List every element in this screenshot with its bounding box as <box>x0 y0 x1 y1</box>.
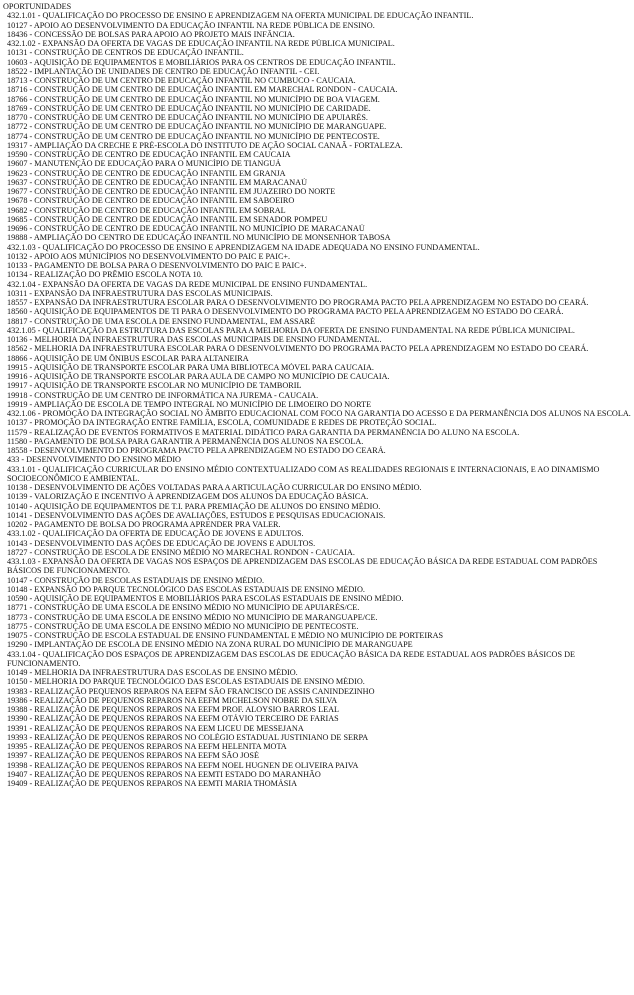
list-item: 19917 - AQUISIÇÃO DE TRANSPORTE ESCOLAR NO MUNICÍPIO DE TAMBORIL <box>7 381 302 391</box>
document-heading: OPORTUNIDADES <box>3 2 72 11</box>
list-item: 19397 - REALIZAÇÃO DE PEQUENOS REPAROS NA EEFM SÃO JOSÉ <box>7 751 259 761</box>
list-item: 10136 - MELHORIA DA INFRAESTRUTURA DAS ESCOLAS MUNICIPAIS DE ENSINO FUNDAMENTAL. <box>7 335 382 344</box>
list-item: 10140 - AQUISIÇÃO DE EQUIPAMENTOS DE T.I. PARA PREMIAÇÃO DE ALUNOS DO ENSINO MÉDIO. <box>7 501 381 511</box>
list-item: 18562 - MELHORIA DA INFRAESTRUTURA ESCOLAR PARA O DESENVOLVIMENTO DO PROGRAMA PACTO PELA APRENDIZAGEM NO ESTADO DO CEARÁ. <box>7 344 589 354</box>
list-item: 433.1.03 - EXPANSÃO DA OFERTA DE VAGAS NOS ESPAÇOS DE APRENDIZAGEM DAS ESCOLAS DE EDUCAÇÃO BÁSICA DA REDE ESTADUAL COM PADRÕES BÁSICOS DE FUNCIONAMENTO. <box>7 557 598 576</box>
list-item: 19685 - CONSTRUÇÃO DE CENTRO DE EDUCAÇÃO INFANTIL EM SENADOR POMPEU <box>7 214 328 224</box>
list-item: 18866 - AQUISIÇÃO DE UM ÔNIBUS ESCOLAR PARA ALTANEIRA <box>7 353 249 363</box>
list-item: 432.1.05 - QUALIFICAÇÃO DA ESTRUTURA DAS ESCOLAS PARA A MELHORIA DA OFERTA DE ENSINO FUNDAMENTAL NA REDE PÚBLICA MUNICIPAL. <box>7 325 575 335</box>
list-item: 18716 - CONSTRUÇÃO DE UM CENTRO DE EDUCAÇÃO INFANTIL EM MARECHAL RONDON - CAUCAIA. <box>7 85 398 95</box>
list-item: 10149 - MELHORIA DA INFRAESTRUTURA DAS ESCOLAS DE ENSINO MÉDIO. <box>7 668 298 677</box>
list-item: 432.1.02 - EXPANSÃO DA OFERTA DE VAGAS DE EDUCAÇÃO INFANTIL NA REDE PÚBLICA MUNICIPAL. <box>7 39 395 48</box>
list-item: 11580 - PAGAMENTO DE BOLSA PARA GARANTIR A PERMANÊNCIA DOS ALUNOS NA ESCOLA. <box>7 436 364 446</box>
list-item: 433.1.04 - QUALIFICAÇÃO DOS ESPAÇOS DE APRENDIZAGEM DAS ESCOLAS DE EDUCAÇÃO BÁSICA DA REDE ESTADUAL AOS PADRÕES BÁSICOS DE FUNCIONAMENTO. <box>7 649 575 668</box>
list-item: 18769 - CONSTRUÇÃO DE UM CENTRO DE EDUCAÇÃO INFANTIL NO MUNICÍPIO DE CARIDADE. <box>7 103 371 113</box>
list-item: 10139 - VALORIZAÇÃO E INCENTIVO À APRENDIZAGEM DOS ALUNOS DA EDUCAÇÃO BÁSICA. <box>7 492 369 502</box>
list-item: 19637 - CONSTRUÇÃO DE CENTRO DE EDUCAÇÃO INFANTIL EM MARACANAÚ <box>7 177 307 187</box>
list-item: 18560 - AQUISIÇÃO DE EQUIPAMENTOS DE TI PARA O DESENVOLVIMENTO DO PROGRAMA PACTO PELA APRENDIZAGEM NO ESTADO DO CEARÁ. <box>7 307 564 317</box>
list-item: 10133 - PAGAMENTO DE BOLSA PARA O DESENVOLVIMENTO DO PAIC E PAIC+. <box>7 261 307 270</box>
list-item: 19393 - REALIZAÇÃO DE PEQUENOS REPAROS NO COLÉGIO ESTADUAL JUSTINIANO DE SERPA <box>7 732 369 742</box>
list-item: 18770 - CONSTRUÇÃO DE UM CENTRO DE EDUCAÇÃO INFANTIL NO MUNICÍPIO DE APUIARÉS. <box>7 113 368 122</box>
list-item: 10148 - EXPANSÃO DO PARQUE TECNOLÓGICO DAS ESCOLAS ESTADUAIS DE ENSINO MÉDIO. <box>7 584 365 594</box>
list-item: 10134 - REALIZAÇÃO DO PRÊMIO ESCOLA NOTA 10. <box>7 270 203 280</box>
list-item: 19075 - CONSTRUÇÃO DE ESCOLA ESTADUAL DE ENSINO FUNDAMENTAL E MÉDIO NO MUNICÍPIO DE PORTEIRAS <box>7 631 444 640</box>
list-item: 10202 - PAGAMENTO DE BOLSA DO PROGRAMA APRENDER PRA VALER. <box>7 520 281 529</box>
list-item: 19919 - AMPLIAÇÃO DE ESCOLA DE TEMPO INTEGRAL NO MUNICÍPIO DE LIMOEIRO DO NORTE <box>7 399 372 409</box>
list-item: 19696 - CONSTRUÇÃO DE CENTRO DE EDUCAÇÃO INFANTIL NO MUNICÍPIO DE MARACANAÚ <box>7 224 365 233</box>
list-item: 18558 - DESENVOLVIMENTO DO PROGRAMA PACTO PELA APRENDIZAGEM NO ESTADO DO CEARÁ. <box>7 446 386 455</box>
list-item: 18436 - CONCESSÃO DE BOLSAS PARA APOIO AO PROJETO MAIS INFÂNCIA. <box>7 29 295 39</box>
list-item: 19607 - MANUTENÇÃO DE EDUCAÇÃO PARA O MUNICÍPIO DE TIANGUÁ <box>7 159 282 169</box>
list-item: 433 - DESENVOLVIMENTO DO ENSINO MÉDIO <box>7 455 181 465</box>
list-item: 11579 - REALIZAÇÃO DE EVENTOS FORMATIVOS E MATERIAL DIDÁTICO PARA GARANTIA DA PERMANÊNCIA DO ALUNO NA ESCOLA. <box>7 427 520 437</box>
list-item: 19317 - AMPLIAÇÃO DA CRECHE E PRÉ-ESCOLA DO INSTITUTO DE AÇÃO SOCIAL CANAÃ - FORTALEZA. <box>7 140 403 150</box>
list-item: 10132 - APOIO AOS MUNICÍPIOS NO DESENVOLVIMENTO DO PAIC E PAIC+. <box>7 251 291 261</box>
list-item: 432.1.06 - PROMOÇÃO DA INTEGRAÇÃO SOCIAL NO ÂMBITO EDUCACIONAL COM FOCO NA GARANTIA DO ACESSO E DA PERMANÊNCIA DOS ALUNOS NA ESCOLA. <box>7 409 631 418</box>
list-item: 19398 - REALIZAÇÃO DE PEQUENOS REPAROS NA EEFM NOEL HUGNEN DE OLIVEIRA PAIVA <box>7 760 359 770</box>
list-item: 19677 - CONSTRUÇÃO DE CENTRO DE EDUCAÇÃO INFANTIL EM JUAZEIRO DO NORTE <box>7 187 336 196</box>
list-item: 19388 - REALIZAÇÃO DE PEQUENOS REPAROS NA EEFM PROF. ALOYSIO BARROS LEAL <box>7 705 340 714</box>
document-page <box>3 2 633 788</box>
list-item: 18522 - IMPLANTAÇÃO DE UNIDADES DE CENTRO DE EDUCAÇÃO INFANTIL - CEI. <box>7 66 320 76</box>
list-item: 19916 - AQUISIÇÃO DE TRANSPORTE ESCOLAR PARA AULA DE CAMPO NO MUNICÍPIO DE CAUCAIA. <box>7 372 390 381</box>
list-item: 19682 - CONSTRUÇÃO DE CENTRO DE EDUCAÇÃO INFANTIL EM SOBRAL <box>7 205 286 215</box>
list-item: 18773 - CONSTRUÇÃO DE UMA ESCOLA DE ENSINO MÉDIO NO MUNICÍPIO DE MARANGUAPE/CE. <box>7 612 378 622</box>
list-item: 18774 - CONSTRUÇÃO DE UM CENTRO DE EDUCAÇÃO INFANTIL NO MUNICÍPIO DE PENTECOSTE. <box>7 131 380 141</box>
list-item: 10311 - EXPANSÃO DA INFRAESTRUTURA DAS ESCOLAS MUNICIPAIS. <box>7 288 273 298</box>
list-item: 19390 - REALIZAÇÃO DE PEQUENOS REPAROS NA EEFM OTÁVIO TERCEIRO DE FARIAS <box>7 714 339 724</box>
item-list <box>3 11 633 788</box>
list-item: 18727 - CONSTRUÇÃO DE ESCOLA DE ENSINO MÉDIO NO MARECHAL RONDON - CAUCAIA. <box>7 547 355 557</box>
list-item: 19918 - CONSTRUÇÃO DE UM CENTRO DE INFORMÁTICA NA JUREMA - CAUCAIA. <box>7 390 319 400</box>
list-item: 19678 - CONSTRUÇÃO DE CENTRO DE EDUCAÇÃO INFANTIL EM SABOEIRO <box>7 196 295 206</box>
list-item: 10590 - AQUISIÇÃO DE EQUIPAMENTOS E MOBILIÁRIOS PARA ESCOLAS ESTADUAIS DE ENSINO MÉDIO. <box>7 594 404 603</box>
list-item: 433.1.01 - QUALIFICAÇÃO CURRICULAR DO ENSINO MÉDIO CONTEXTUALIZADO COM AS REALIDADES REGIONAIS E INTERNACIONAIS, E AO DINAMISMO SOCIOECONÔMICO E AMBIENTAL. <box>7 464 600 483</box>
list-item: 10127 - APOIO AO DESENVOLVIMENTO DA EDUCAÇÃO INFANTIL NA REDE PÚBLICA DE ENSINO. <box>7 20 375 30</box>
list-item: 432.1.01 - QUALIFICAÇÃO DO PROCESSO DE ENSINO E APRENDIZAGEM NA OFERTA MUNICIPAL DE EDUCAÇÃO INFANTIL. <box>7 11 474 21</box>
list-item: 10137 - PROMOÇÃO DA INTEGRAÇÃO ENTRE FAMÍLIA, ESCOLA, COMUNIDADE E REDES DE PROTEÇÃO SOCIAL. <box>7 418 437 428</box>
list-item: 10141 - DESENVOLVIMENTO DAS AÇÕES DE AVALIAÇÕES, ESTUDOS E PESQUISAS EDUCACIONAIS. <box>7 510 386 520</box>
list-item: 18713 - CONSTRUÇÃO DE UM CENTRO DE EDUCAÇÃO INFANTIL NO CUMBUCO - CAUCAIA. <box>7 76 356 85</box>
list-item: 19409 - REALIZAÇÃO DE PEQUENOS REPAROS NA EEMTI MARIA THOMÁSIA <box>7 779 297 788</box>
list-item: 19383 - REALIZAÇÃO PEQUENOS REPAROS NA EEFM SÃO FRANCISCO DE ASSIS CANINDEZINHO <box>7 686 375 696</box>
list-item: 10150 - MELHORIA DO PARQUE TECNOLÓGICO DAS ESCOLAS ESTADUAIS DE ENSINO MÉDIO. <box>7 677 365 687</box>
list-item: 19395 - REALIZAÇÃO DE PEQUENOS REPAROS NA EEFM HELENITA MOTA <box>7 742 287 751</box>
list-item: 18766 - CONSTRUÇÃO DE UM CENTRO DE EDUCAÇÃO INFANTIL NO MUNICÍPIO DE BOA VIAGEM. <box>7 94 380 104</box>
list-item: 10603 - AQUISIÇÃO DE EQUIPAMENTOS E MOBILIÁRIOS PARA OS CENTROS DE EDUCAÇÃO INFANTIL. <box>7 57 396 67</box>
list-item: 10131 - CONSTRUÇÃO DE CENTROS DE EDUCAÇÃO INFANTIL. <box>7 48 244 58</box>
list-item: 432.1.04 - EXPANSÃO DA OFERTA DE VAGAS DA REDE MUNICIPAL DE ENSINO FUNDAMENTAL. <box>7 279 368 289</box>
list-item: 10147 - CONSTRUÇÃO DE ESCOLAS ESTADUAIS DE ENSINO MÉDIO. <box>7 575 265 585</box>
list-item: 19623 - CONSTRUÇÃO DE CENTRO DE EDUCAÇÃO INFANTIL EM GRANJA <box>7 168 286 178</box>
list-item: 19386 - REALIZAÇÃO DE PEQUENOS REPAROS NA EEFM MICHELSON NOBRE DA SILVA <box>7 695 338 705</box>
list-item: 19407 - REALIZAÇÃO DE PEQUENOS REPAROS NA EEMTI ESTADO DO MARANHÃO <box>7 769 321 779</box>
list-item: 19888 - AMPLIAÇÃO DO CENTRO DE EDUCAÇÃO INFANTIL NO MUNICÍPIO DE MONSENHOR TABOSA <box>7 233 391 243</box>
list-item: 10138 - DESENVOLVIMENTO DE AÇÕES VOLTADAS PARA A ARTICULAÇÃO CURRICULAR DO ENSINO MÉDIO. <box>7 483 422 492</box>
list-item: 18772 - CONSTRUÇÃO DE UM CENTRO DE EDUCAÇÃO INFANTIL NO MUNICÍPIO DE MARANGUAPE. <box>7 122 387 132</box>
list-item: 18557 - EXPANSÃO DA INFRAESTRUTURA ESCOLAR PARA O DESENVOLVIMENTO DO PROGRAMA PACTO PELA APRENDIZAGEM NO ESTADO DO CEARÁ. <box>7 298 589 307</box>
list-item: 19590 - CONSTRUÇÃO DE CENTRO DE EDUCAÇÃO INFANTIL EM CAUCAIA <box>7 150 291 159</box>
list-item: 19290 - IMPLANTAÇÃO DE ESCOLA DE ENSINO MÉDIO NA ZONA RURAL DO MUNICÍPIO DE MARANGUAPE <box>7 640 413 650</box>
list-item: 18817 - CONSTRUÇÃO DE UMA ESCOLA DE ENSINO FUNDAMENTAL, EM ASSARÉ <box>7 316 315 326</box>
list-item: 10143 - DESENVOLVIMENTO DAS AÇÕES DE EDUCAÇÃO DE JOVENS E ADULTOS. <box>7 538 316 548</box>
list-item: 433.1.02 - QUALIFICAÇÃO DA OFERTA DE EDUCAÇÃO DE JOVENS E ADULTOS. <box>7 529 304 539</box>
list-item: 18775 - CONSTRUÇÃO DE UMA ESCOLA DE ENSINO MÉDIO NO MUNICÍPIO DE PENTECOSTE. <box>7 621 359 631</box>
list-item: 19915 - AQUISIÇÃO DE TRANSPORTE ESCOLAR PARA UMA BIBLIOTECA MÓVEL PARA CAUCAIA. <box>7 362 374 372</box>
list-item: 19391 - REALIZAÇÃO DE PEQUENOS REPAROS NA EEM LICEU DE MESSEJANA <box>7 723 304 733</box>
list-item: 432.1.03 - QUALIFICAÇÃO DO PROCESSO DE ENSINO E APRENDIZAGEM NA IDADE ADEQUADA NO ENSINO FUNDAMENTAL. <box>7 242 480 252</box>
list-item: 18771 - CONSTRUÇÃO DE UMA ESCOLA DE ENSINO MÉDIO NO MUNICÍPIO DE APUIARÉS/CE. <box>7 603 360 613</box>
